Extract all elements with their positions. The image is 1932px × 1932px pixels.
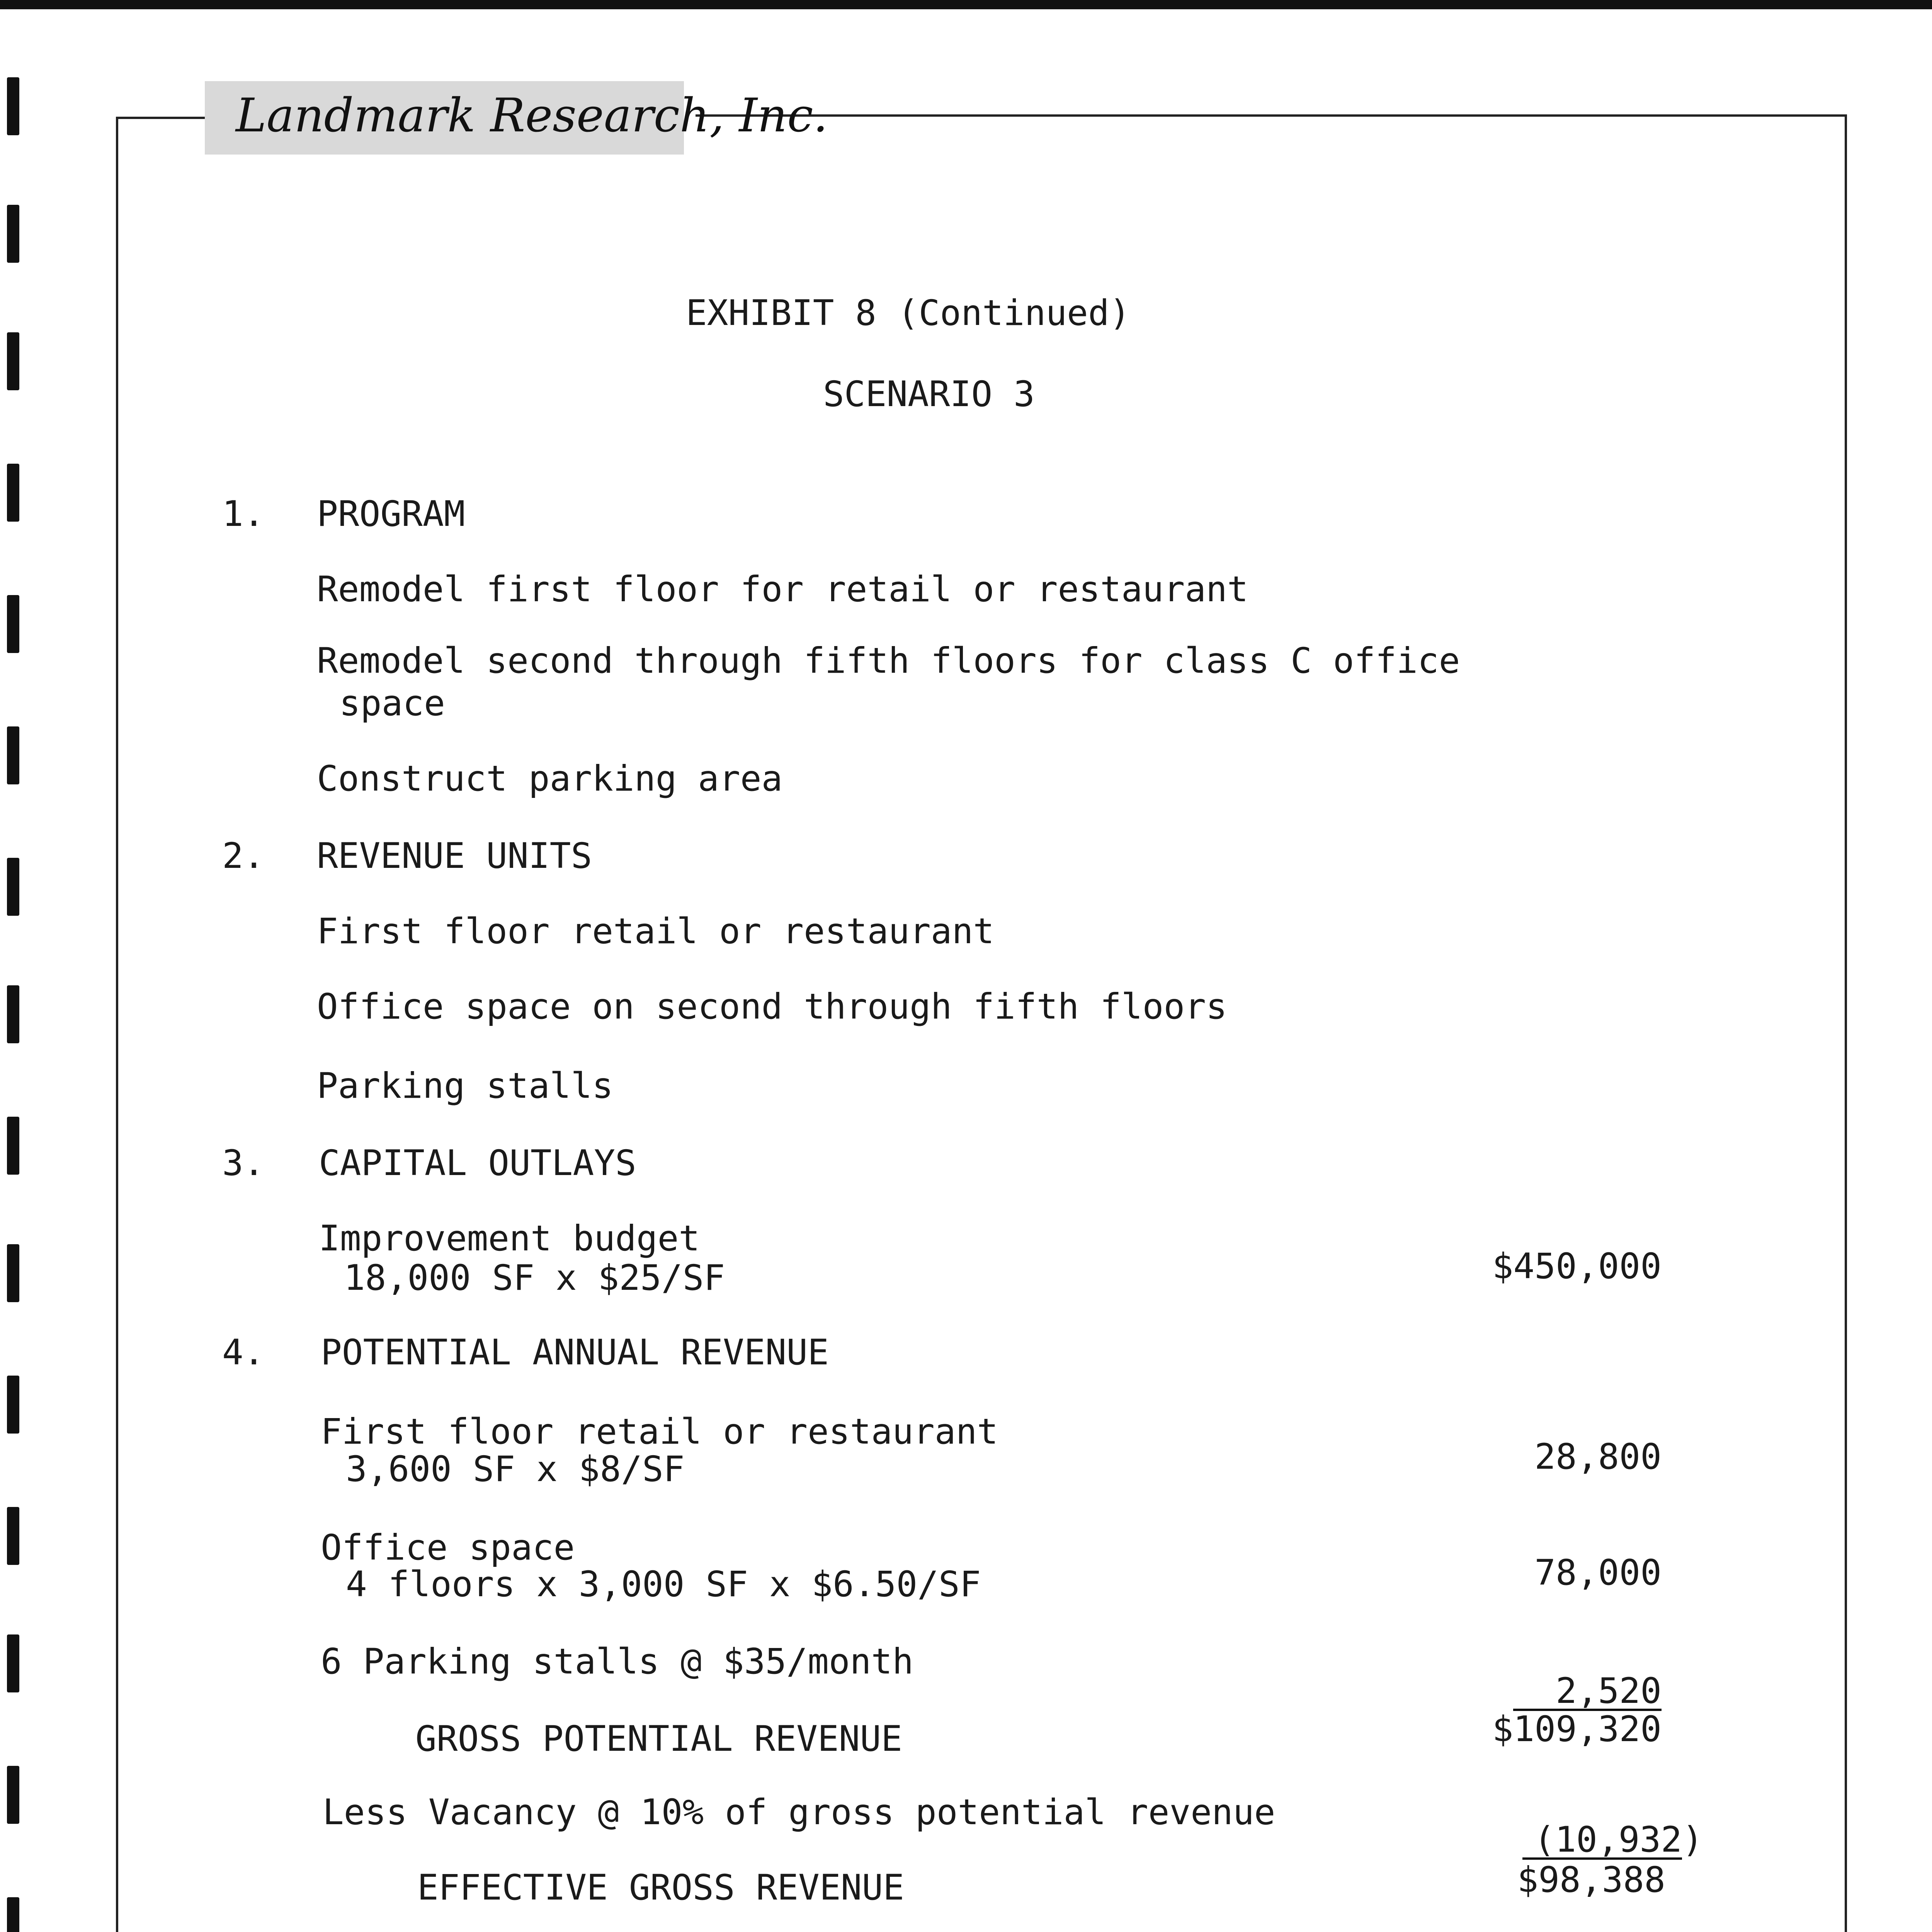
section-heading-capital-outlays: CAPITAL OUTLAYS [319,1143,636,1184]
vacancy-label: Less Vacancy @ 10% of gross potential revenue [323,1792,1276,1833]
office-revenue-calc: 4 floors x 3,000 SF x $6.50/SF [346,1564,981,1605]
binding-mark [7,332,19,390]
binding-mark [7,205,19,263]
binding-mark [7,77,19,135]
retail-revenue-amount: 28,800 [1534,1437,1662,1477]
capital-outlay-label: Improvement budget [319,1218,700,1259]
binding-mark [7,1117,19,1175]
vacancy-amount-cell [1480,1787,1703,1860]
binding-mark [7,1766,19,1824]
section-heading-revenue-units: REVENUE UNITS [317,836,592,876]
program-item-continuation: space [339,683,445,724]
parking-revenue-label: 6 Parking stalls @ $35/month [321,1641,914,1682]
frame-left [116,117,118,1932]
retail-revenue-calc: 3,600 SF x $8/SF [346,1449,685,1490]
section-heading-program: PROGRAM [317,494,465,534]
vacancy-amount-close: ) [1682,1820,1703,1860]
program-item: Remodel second through fifth floors for class C office [317,641,1460,681]
program-item: Remodel first floor for retail or restaurant [317,569,1248,610]
exhibit-title: EXHIBIT 8 (Continued) [686,293,1131,333]
binding-mark [7,1634,19,1692]
vacancy-amount: (10,932 [1522,1822,1682,1860]
binding-mark [7,726,19,784]
revenue-unit-item: Office space on second through fifth floors [317,986,1227,1027]
company-logo-text: Landmark Research, Inc. [236,89,828,143]
office-revenue-amount: 78,000 [1534,1553,1662,1593]
parking-revenue-amount: 2,520 [1513,1673,1662,1711]
binding-mark [7,1376,19,1434]
frame-right [1845,114,1847,1932]
section-heading-potential-revenue: POTENTIAL ANNUAL REVENUE [321,1332,829,1373]
gross-potential-revenue-label: GROSS POTENTIAL REVENUE [415,1719,903,1759]
binding-mark [7,985,19,1043]
top-edge-rule [0,0,1932,9]
effective-gross-revenue-amount: $98,388 [1517,1860,1665,1900]
effective-gross-revenue-label: EFFECTIVE GROSS REVENUE [417,1867,905,1908]
revenue-unit-item: Parking stalls [317,1066,614,1106]
section-number: 3. [222,1143,265,1184]
section-number: 2. [222,836,265,876]
retail-revenue-label: First floor retail or restaurant [321,1412,998,1452]
binding-mark [7,1507,19,1565]
program-item: Construct parking area [317,759,783,799]
binding-mark [7,1244,19,1302]
frame-top-left [116,117,205,119]
binding-mark [7,595,19,653]
section-number: 4. [222,1332,265,1373]
revenue-unit-item: First floor retail or restaurant [317,911,995,952]
company-logo [205,81,828,155]
section-number: 1. [222,494,265,534]
capital-outlay-amount: $450,000 [1492,1246,1662,1287]
frame-top-right [696,114,1847,117]
office-revenue-label: Office space [321,1527,575,1568]
parking-revenue-amount-cell [1314,1638,1662,1711]
binding-mark [7,1897,19,1932]
binding-mark [7,464,19,522]
capital-outlay-calc: 18,000 SF x $25/SF [344,1258,725,1298]
gross-potential-revenue-amount: $109,320 [1492,1709,1662,1750]
binding-mark [7,858,19,916]
scenario-subtitle: SCENARIO 3 [823,374,1035,415]
